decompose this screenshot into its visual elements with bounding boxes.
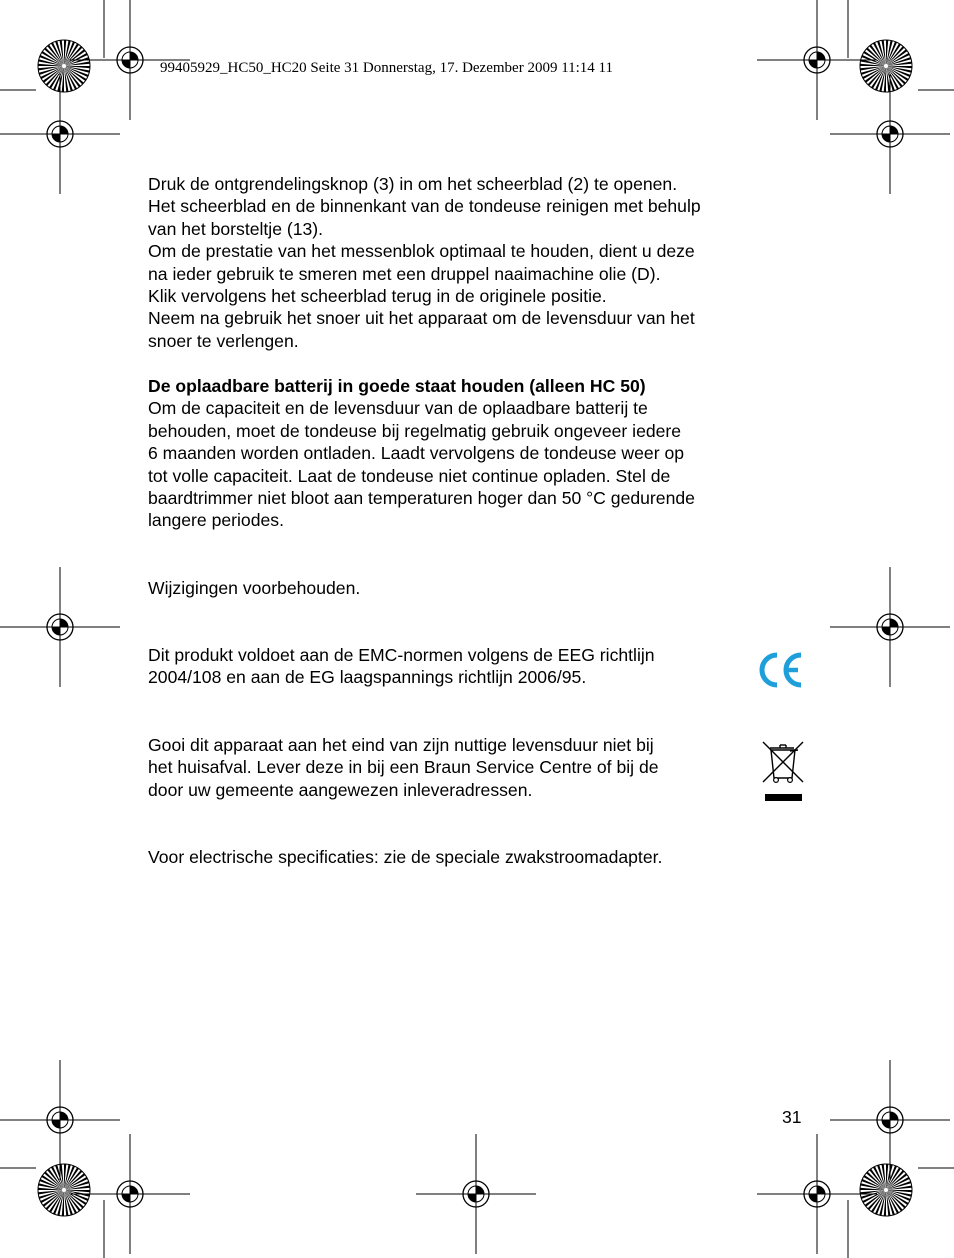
text-line: langere periodes.: [148, 510, 284, 531]
starburst-target-icon: [38, 40, 90, 92]
text-line: Om de prestatie van het messenblok optimaal te houden, dient u deze: [148, 241, 695, 262]
battery-section: [148, 375, 695, 532]
registration-crosshair-icon: [830, 567, 950, 687]
electrical-spec-note: [148, 846, 662, 868]
text-line: van het borsteltje (13).: [148, 218, 324, 239]
section-heading: De oplaadbare batterij in goede staat houden (alleen HC 50): [148, 376, 646, 396]
text-line: snoer te verlengen.: [148, 330, 299, 351]
registration-crosshair-icon: [70, 1134, 190, 1254]
registration-crosshair-icon: [416, 1134, 536, 1254]
text-line: Voor electrische specificaties: zie de speciale zwakstroomadapter.: [148, 847, 663, 867]
text-line: Wijzigingen voorbehouden.: [148, 578, 361, 598]
registration-crosshair-icon: [757, 1134, 877, 1254]
ce-mark-icon: [756, 648, 806, 692]
registration-crosshair-icon: [0, 567, 120, 687]
emc-compliance-paragraph: [148, 644, 655, 689]
text-line: Klik vervolgens het scheerblad terug in de originele positie.: [148, 286, 607, 307]
text-line: Om de capaciteit en de levensduur van de oplaadbare batterij te: [148, 398, 648, 419]
weee-crossed-bin-icon: [760, 738, 806, 804]
text-line: door uw gemeente aangewezen inleveradressen.: [148, 779, 533, 800]
starburst-target-icon: [860, 1164, 912, 1216]
page-number: 31: [782, 1107, 802, 1127]
text-line: behouden, moet de tondeuse bij regelmatig gebruik ongeveer iedere: [148, 420, 682, 441]
text-line: 6 maanden worden ontladen. Laadt vervolgens de tondeuse weer op: [148, 443, 685, 464]
text-line: Het scheerblad en de binnenkant van de tondeuse reinigen met behulp: [148, 196, 701, 217]
text-line: 2004/108 en aan de EG laagspannings richtlijn 2006/95.: [148, 667, 587, 688]
starburst-target-icon: [860, 40, 912, 92]
print-slug: 99405929_HC50_HC20 Seite 31 Donnerstag, 17. Dezember 2009 11:14 11: [160, 60, 613, 76]
text-line: baardtrimmer niet bloot aan temperaturen hoger dan 50 °C gedurende: [148, 488, 695, 509]
starburst-target-icon: [38, 1164, 90, 1216]
text-line: tot volle capaciteit. Laat de tondeuse niet continue opladen. Stel de: [148, 465, 671, 486]
text-line: Dit produkt voldoet aan de EMC-normen volgens de EEG richtlijn: [148, 645, 655, 665]
disposal-paragraph: [148, 734, 659, 801]
registration-crosshair-icon: [0, 1060, 120, 1180]
text-line: het huisafval. Lever deze in bij een Braun Service Centre of bij de: [148, 757, 659, 778]
registration-crosshair-icon: [830, 1060, 950, 1180]
text-line: Neem na gebruik het snoer uit het apparaat om de levensduur van het: [148, 308, 695, 329]
text-line: na ieder gebruik te smeren met een druppel naaimachine olie (D).: [148, 263, 661, 284]
text-line: Gooi dit apparaat aan het eind van zijn nuttige levensduur niet bij: [148, 735, 654, 755]
changes-notice: [148, 577, 360, 599]
text-line: Druk de ontgrendelingsknop (3) in om het scheerblad (2) te openen.: [148, 174, 678, 194]
cleaning-paragraph: [148, 173, 701, 352]
